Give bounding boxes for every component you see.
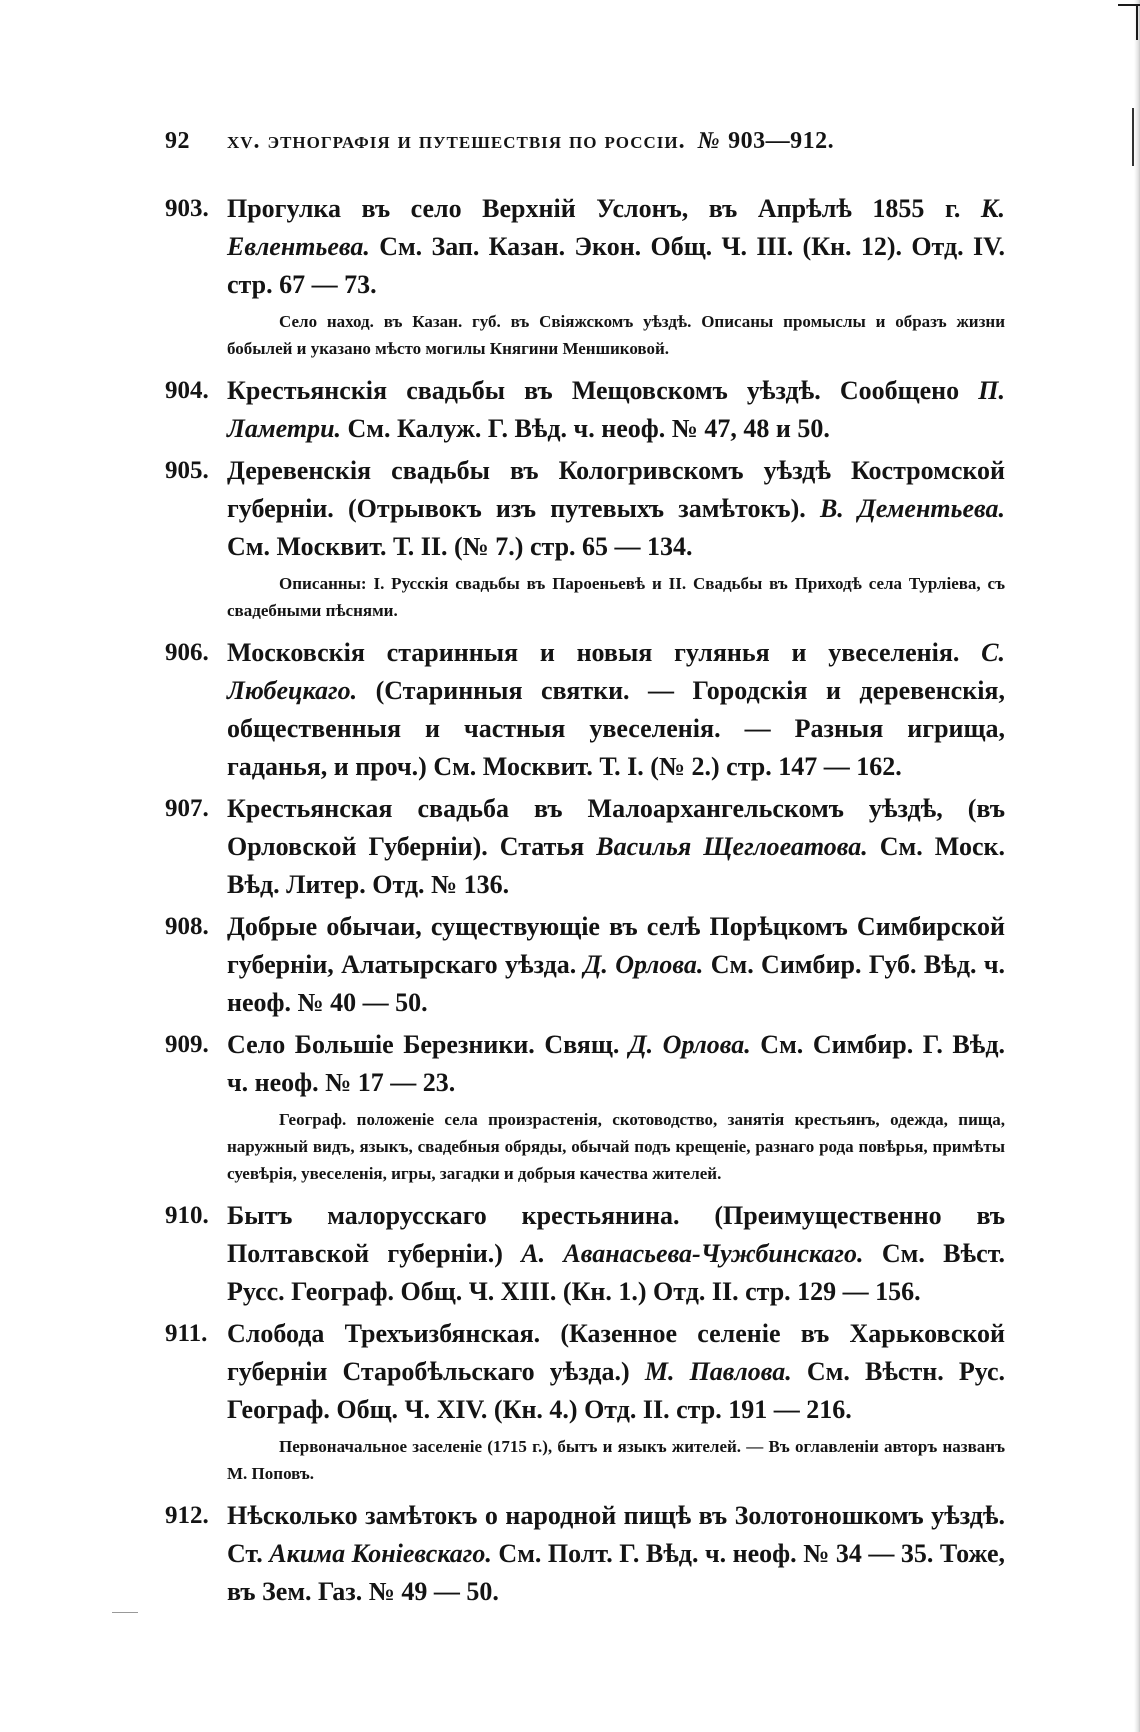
entry-author: К. Евлентьева.: [227, 194, 1005, 261]
entry-title: Нѣсколько замѣтокъ о народной пищѣ въ Золотоношкомъ уѣздѣ. Ст.: [227, 1501, 1005, 1568]
entry-911: [165, 1315, 1005, 1493]
entry-title: Село Большіе Березники. Свящ.: [227, 1030, 629, 1059]
entry-author: Василья Щеглоеатова.: [596, 832, 868, 861]
entry-source: См. Москвит. Т. II. (№ 7.) стр. 65 — 134.: [227, 532, 693, 561]
entry-body: [227, 452, 1005, 630]
entry-author: М. Павлова.: [644, 1357, 792, 1386]
entry-number: 912.: [165, 1502, 209, 1529]
scan-bottom-mark: [112, 1612, 138, 1613]
scan-corner-mark: [1114, 0, 1140, 42]
entry-number: 907.: [165, 795, 209, 822]
entry-910: [165, 1197, 1005, 1311]
entry-number: 909.: [165, 1031, 209, 1058]
entry-title: Крестьянскія свадьбы въ Мещовскомъ уѣздѣ. Сообщено: [227, 376, 979, 405]
number-sign: №: [697, 128, 721, 154]
entry-body: [227, 190, 1005, 368]
entry-body: [227, 1315, 1005, 1493]
entry-author: П. Ламетри.: [227, 376, 1005, 443]
entry-number: 906.: [165, 639, 209, 666]
entry-text: [227, 634, 1005, 786]
entry-body: [227, 1197, 1005, 1311]
entry-source: См. Симбир. Г. Вѣд. ч. неоф. № 17 — 23.: [227, 1030, 1006, 1097]
entry-list: [165, 190, 1005, 1611]
entry-source: См. Симбир. Губ. Вѣд. ч. неоф. № 40 — 50.: [227, 950, 1006, 1017]
entry-author: С. Любецкаго.: [227, 638, 1005, 705]
entry-text: [227, 908, 1005, 1022]
entry-source: (Старинныя святки. — Городскія и деревенскія, общественныя и частныя увеселенія. — Разныя игрища, гаданья, и проч.) См. Москвит. Т. I. (№ 2.) стр. 147 — 162.: [227, 676, 1005, 781]
entry-title: Слобода Трехъизбянская. (Казенное селеніе въ Харьковской губерніи Старобѣльскаго уѣзда.): [227, 1319, 1005, 1386]
entry-number: 903.: [165, 195, 209, 222]
entry-note: Село наход. въ Казан. губ. въ Свіяжскомъ уѣздѣ. Описаны промыслы и образъ жизни бобылей и указано мѣсто могилы Княгини Меншиковой.: [227, 312, 1005, 358]
entry-title: Московскія старинныя и новыя гулянья и увеселенія.: [227, 638, 982, 667]
entry-note: Описанны: I. Русскія свадьбы въ Пароеньевѣ и II. Свадьбы въ Приходѣ села Турліева, съ свадебными пѣснями.: [227, 574, 1005, 620]
entry-range: 903—912.: [728, 128, 835, 154]
entry-text: [227, 372, 1005, 448]
entry-author: Акима Коніевскаго.: [269, 1539, 492, 1568]
entry-906: [165, 634, 1005, 786]
entry-title: Деревенскія свадьбы въ Кологривскомъ уѣздѣ Костромской губерніи. (Отрывокъ изъ путевыхъ замѣтокъ).: [227, 456, 1005, 523]
entry-904: [165, 372, 1005, 448]
entry-text: [227, 190, 1005, 304]
entry-title: Прогулка въ село Верхній Услонъ, въ Апрѣлѣ 1855 г.: [227, 194, 981, 223]
book-page: [165, 128, 1005, 1615]
entry-author: А. Аванасьева-Чужбинскаго.: [521, 1239, 864, 1268]
entry-text: [227, 1026, 1005, 1102]
entry-source: См. Вѣстн. Рус. Географ. Общ. Ч. XIV. (Кн. 4.) Отд. II. стр. 191 — 216.: [227, 1357, 1005, 1424]
entry-number: 905.: [165, 457, 209, 484]
entry-number: 910.: [165, 1202, 209, 1229]
entry-912: [165, 1497, 1005, 1611]
entry-note: Первоначальное заселеніе (1715 г.), бытъ и языкъ жителей. — Въ оглавленіи авторъ названъ М. Поповъ.: [227, 1437, 1005, 1483]
entry-907: [165, 790, 1005, 904]
entry-source: См. Вѣст. Русс. Географ. Общ. Ч. XIII. (Кн. 1.) Отд. II. стр. 129 — 156.: [227, 1239, 1005, 1306]
entry-909: [165, 1026, 1005, 1193]
entry-source: См. Калуж. Г. Вѣд. ч. неоф. № 47, 48 и 50.: [341, 414, 830, 443]
running-head: [165, 128, 1005, 168]
entry-number: 904.: [165, 377, 209, 404]
page-number: 92: [165, 128, 190, 154]
entry-body: [227, 634, 1005, 786]
entry-908: [165, 908, 1005, 1022]
entry-title: Добрые обычаи, существующіе въ селѣ Порѣцкомъ Симбирской губерніи, Алатырскаго уѣзда.: [227, 912, 1005, 979]
entry-body: [227, 372, 1005, 448]
entry-source: См. Полт. Г. Вѣд. ч. неоф. № 34 — 35. Тоже, въ Зем. Газ. № 49 — 50.: [227, 1539, 1006, 1606]
entry-note: Географ. положеніе села произрастенія, скотоводство, занятія крестьянъ, одежда, пища, наружный видъ, языкъ, свадебныя обряды, обычай подъ крещеніе, разнаго рода повѣрья, примѣты суевѣрія, увеселенія, игры, загадки и добрыя качества жителей.: [227, 1110, 1005, 1183]
page-edge-shadow: [1134, 0, 1140, 1732]
entry-text: [227, 452, 1005, 566]
entry-author: В. Дементьева.: [819, 494, 1005, 523]
entry-number: 908.: [165, 913, 209, 940]
entry-text: [227, 790, 1005, 904]
entry-body: [227, 1026, 1005, 1193]
entry-body: [227, 1497, 1005, 1611]
entry-author: Д. Орлова.: [628, 1030, 751, 1059]
entry-903: [165, 190, 1005, 368]
entry-body: [227, 908, 1005, 1022]
entry-source: См. Зап. Казан. Экон. Общ. Ч. III. (Кн. 12). Отд. IV. стр. 67 — 73.: [227, 232, 1005, 299]
entry-text: [227, 1497, 1005, 1611]
entry-author: Д. Орлова.: [583, 950, 704, 979]
entry-number: 911.: [165, 1320, 208, 1347]
entry-title: Бытъ малорусскаго крестьянина. (Преимущественно въ Полтавской губерніи.): [227, 1201, 1005, 1268]
entry-text: [227, 1197, 1005, 1311]
entry-title: Крестьянская свадьба въ Малоархангельскомъ уѣздѣ, (въ Орловской Губерніи). Статья: [227, 794, 1005, 861]
section-title: xv. этнографія и путешествія по россіи.: [227, 128, 686, 154]
entry-905: [165, 452, 1005, 630]
entry-body: [227, 790, 1005, 904]
entry-source: См. Моск. Вѣд. Литер. Отд. № 136.: [227, 832, 1005, 899]
entry-text: [227, 1315, 1005, 1429]
scan-edge-mark: [1132, 108, 1134, 166]
